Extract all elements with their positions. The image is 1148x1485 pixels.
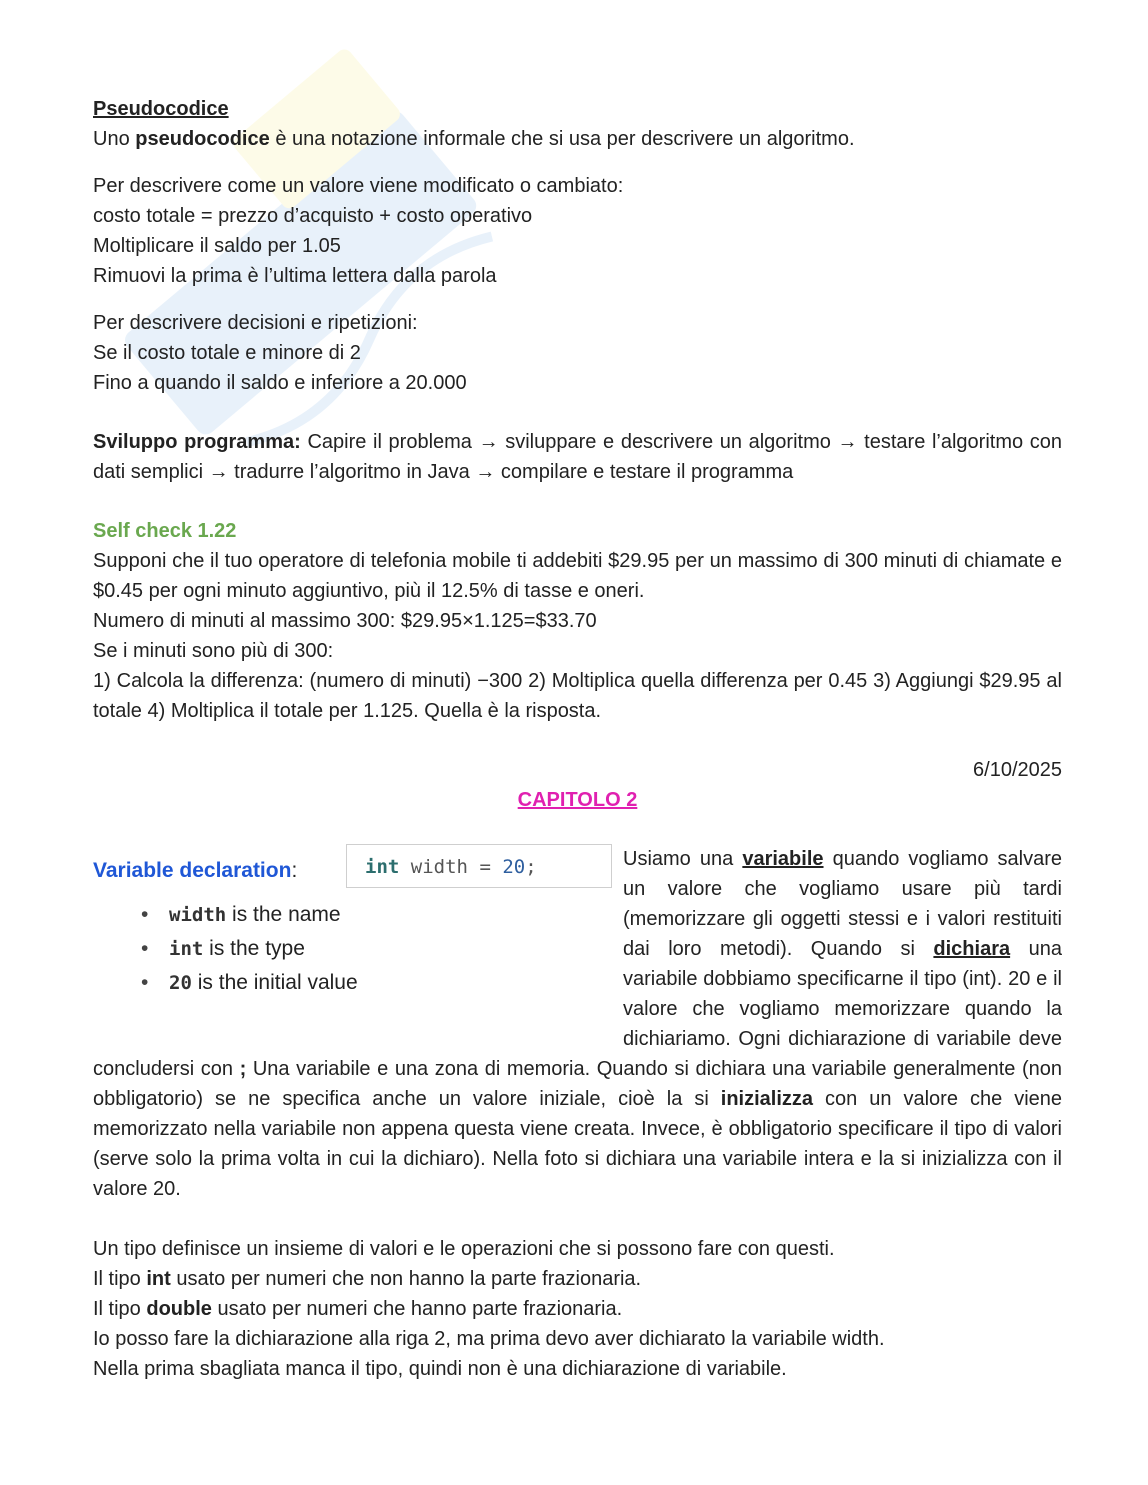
types-block bbox=[93, 1234, 1062, 1384]
bullet-item: • width is the name bbox=[141, 898, 358, 932]
types-line: Nella prima sbagliata manca il tipo, quindi non è una dichiarazione di variabile. bbox=[93, 1358, 787, 1380]
variable-section bbox=[93, 844, 1062, 1204]
self-check-section bbox=[93, 516, 1062, 726]
values-block bbox=[93, 171, 1062, 291]
types-line: Un tipo definisce un insieme di valori e le operazioni che si possono fare con questi. bbox=[93, 1238, 835, 1260]
code-snippet: int width = 20; bbox=[346, 844, 612, 888]
self-check-line: Se i minuti sono più di 300: bbox=[93, 640, 334, 662]
variable-declaration-figure bbox=[93, 844, 623, 1054]
types-line: Il tipo double usato per numeri che hanno parte frazionaria. bbox=[93, 1298, 623, 1320]
variable-explanation: Usiamo una variabile quando vogliamo salvare un valore che vogliamo usare più tardi (memorizzare gli oggetti stessi e i valori restituiti dai loro metodi). Quando si dichiara una variabile dobbiamo specificarne il tipo (int). 20 e il valore che vogliamo memorizzare quando la dichiariamo. Ogni dichiarazione di variabile deve concludersi con ; Una variabile e una zona di memoria. Quando si dichiara una variabile generalmente (non obbligatorio) se ne specifica anche un valore iniziale, cioè la si inizializza con un valore che viene memorizzato nella variabile non appena questa viene creata. Invece, è obbligatorio specificare il tipo di valori (serve solo la prima volta in cui la dichiaro). Nella foto si dichiara una variabile intera e la si inizializza con il valore 20. bbox=[93, 848, 1063, 1200]
decisions-line: Se il costo totale e minore di 2 bbox=[93, 342, 361, 364]
decisions-block bbox=[93, 308, 1062, 398]
self-check-title: Self check 1.22 bbox=[93, 520, 237, 542]
program-development: Sviluppo programma: Capire il problema → sviluppare e descrivere un algoritmo → testare l’algoritmo con dati semplici → tradurre l’algoritmo in Java → compilare e testare il programma bbox=[93, 431, 1063, 483]
values-line: Rimuovi la prima è l’ultima lettera dalla parola bbox=[93, 265, 497, 287]
types-line: Il tipo int usato per numeri che non hanno la parte frazionaria. bbox=[93, 1268, 642, 1290]
bullet-item: • 20 is the initial value bbox=[141, 966, 358, 1000]
figure-label: Variable declaration: bbox=[93, 859, 298, 882]
self-check-steps: 1) Calcola la differenza: (numero di minuti) −300 2) Moltiplica quella differenza per 0.45 3) Aggiungi $29.95 al totale 4) Moltiplica il totale per 1.125. Quella è la risposta. bbox=[93, 670, 1062, 722]
values-line: costo totale = prezzo d’acquisto + costo operativo bbox=[93, 205, 533, 227]
page-content bbox=[93, 94, 1062, 1384]
values-line: Moltiplicare il saldo per 1.05 bbox=[93, 235, 341, 257]
pseudocode-heading: Pseudocodice bbox=[93, 98, 229, 120]
self-check-line: Numero di minuti al massimo 300: $29.95×1.125=$33.70 bbox=[93, 610, 597, 632]
chapter-title: CAPITOLO 2 bbox=[517, 789, 638, 811]
types-line: Io posso fare la dichiarazione alla riga 2, ma prima devo aver dichiarato la variabile width. bbox=[93, 1328, 885, 1350]
values-line: Per descrivere come un valore viene modificato o cambiato: bbox=[93, 175, 624, 197]
pseudocode-definition: Uno pseudocodice è una notazione informale che si usa per descrivere un algoritmo. bbox=[93, 128, 855, 150]
figure-bullets bbox=[141, 898, 358, 1000]
self-check-question: Supponi che il tuo operatore di telefonia mobile ti addebiti $29.95 per un massimo di 300 minuti di chiamate e $0.45 per ogni minuto aggiuntivo, più il 12.5% di tasse e oneri. bbox=[93, 550, 1062, 602]
program-development-label: Sviluppo programma: bbox=[93, 431, 301, 453]
decisions-line: Fino a quando il saldo e inferiore a 20.000 bbox=[93, 372, 467, 394]
date: 6/10/2025 bbox=[973, 759, 1062, 781]
decisions-line: Per descrivere decisioni e ripetizioni: bbox=[93, 312, 418, 334]
bullet-item: • int is the type bbox=[141, 932, 358, 966]
